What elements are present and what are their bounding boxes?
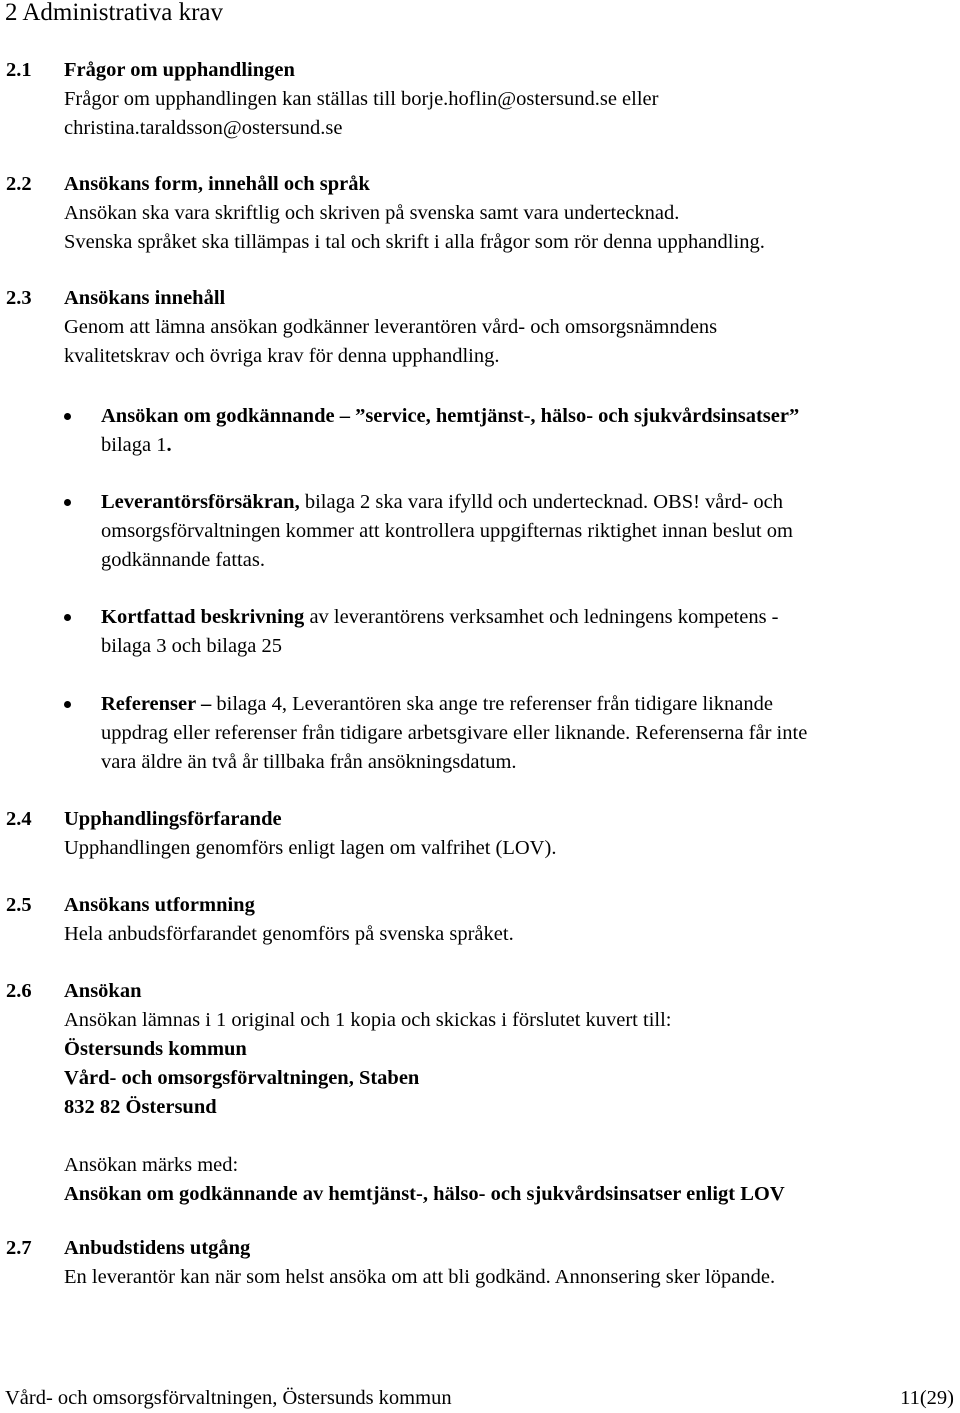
- body-text: av leverantörens verksamhet och ledningens kompetens -: [304, 606, 779, 628]
- list-item: [64, 603, 954, 661]
- body-text: bilaga 1: [101, 434, 167, 456]
- bullet-icon: [64, 614, 71, 621]
- address-line: Vård- och omsorgsförvaltningen, Staben: [64, 1067, 420, 1089]
- section-body: [64, 834, 956, 863]
- bullet-icon: [64, 499, 71, 506]
- body-line: Frågor om upphandlingen kan ställas till borje.hoflin@ostersund.se eller: [64, 88, 659, 110]
- section-2-5: [6, 891, 956, 949]
- section-body: [64, 313, 956, 371]
- footer-organization: Vård- och omsorgsförvaltningen, Östersunds kommun: [5, 1387, 452, 1409]
- section-2-1: [6, 56, 956, 143]
- address-line: Östersunds kommun: [64, 1038, 247, 1060]
- page-number: 11(29): [900, 1387, 954, 1409]
- section-heading: Ansökans innehåll: [64, 287, 226, 309]
- section-body: [64, 85, 956, 143]
- body-line: Upphandlingen genomförs enligt lagen om valfrihet (LOV).: [64, 837, 557, 859]
- list-item-text: [101, 603, 954, 661]
- section-number: 2.7: [6, 1237, 32, 1259]
- body-text: bilaga 2 ska vara ifylld och undertecknad. OBS! vård- och: [299, 491, 784, 513]
- bullet-icon: [64, 701, 71, 708]
- section-heading: Frågor om upphandlingen: [64, 59, 295, 81]
- section-heading: Ansökans form, innehåll och språk: [64, 173, 370, 195]
- list-item: [64, 402, 954, 460]
- section-heading: Ansökans utformning: [64, 894, 255, 916]
- list-item: [64, 488, 954, 575]
- body-line: Ansökan om godkännande – ”service, hemtjänst-, hälso- och sjukvårdsinsatser”: [101, 405, 800, 427]
- section-body: [64, 1006, 956, 1209]
- section-2-2: [6, 170, 956, 257]
- marking-label: Ansökan märks med:: [64, 1154, 239, 1176]
- body-line: Genom att lämna ansökan godkänner leverantören vård- och omsorgsnämndens: [64, 316, 718, 338]
- section-2-6: [6, 977, 956, 1209]
- bullet-icon: [64, 413, 71, 420]
- body-line: godkännande fattas.: [101, 549, 265, 571]
- section-number: 2.2: [6, 173, 32, 195]
- body-line: bilaga 3 och bilaga 25: [101, 635, 283, 657]
- body-line: Ansökan ska vara skriftlig och skriven på svenska samt vara undertecknad.: [64, 202, 680, 224]
- body-text-bold: .: [166, 434, 172, 456]
- body-line: vara äldre än två år tillbaka från ansökningsdatum.: [101, 751, 517, 773]
- section-number: 2.5: [6, 894, 32, 916]
- body-line: kvalitetskrav och övriga krav för denna upphandling.: [64, 345, 500, 367]
- body-text-bold: Referenser –: [101, 693, 212, 715]
- section-heading: Anbudstidens utgång: [64, 1237, 251, 1259]
- section-number: 2.6: [6, 980, 32, 1002]
- body-line: Hela anbudsförfarandet genomförs på svenska språket.: [64, 923, 514, 945]
- body-text: bilaga 4, Leverantören ska ange tre referenser från tidigare liknande: [211, 693, 774, 715]
- section-2-7: [6, 1234, 956, 1292]
- section-number: 2.1: [6, 59, 32, 81]
- section-body: [64, 199, 956, 257]
- section-body: [64, 920, 956, 949]
- section-heading: Ansökan: [64, 980, 142, 1002]
- body-line: Svenska språket ska tillämpas i tal och skrift i alla frågor som rör denna upphandling.: [64, 231, 765, 253]
- list-item-text: [101, 402, 954, 460]
- body-line: uppdrag eller referenser från tidigare arbetsgivare eller liknande. Referenserna får inte: [101, 722, 808, 744]
- body-line: omsorgsförvaltningen kommer att kontrollera uppgifternas riktighet innan beslut om: [101, 520, 793, 542]
- section-body: [64, 1263, 956, 1292]
- section-heading: Upphandlingsförfarande: [64, 808, 282, 830]
- chapter-title: 2 Administrativa krav: [5, 0, 224, 26]
- body-line: Ansökan lämnas i 1 original och 1 kopia och skickas i förslutet kuvert till:: [64, 1009, 672, 1031]
- list-item-text: [101, 690, 954, 777]
- section-number: 2.4: [6, 808, 32, 830]
- body-text-bold: Kortfattad beskrivning: [101, 606, 305, 628]
- section-2-3: [6, 284, 956, 371]
- body-line: En leverantör kan när som helst ansöka om att bli godkänd. Annonsering sker löpande.: [64, 1266, 776, 1288]
- section-number: 2.3: [6, 287, 32, 309]
- section-2-4: [6, 805, 956, 863]
- body-line: christina.taraldsson@ostersund.se: [64, 117, 343, 139]
- address-line: 832 82 Östersund: [64, 1096, 217, 1118]
- list-item-text: [101, 488, 954, 575]
- marking-text: Ansökan om godkännande av hemtjänst-, hälso- och sjukvårdsinsatser enligt LOV: [64, 1183, 785, 1205]
- list-item: [64, 690, 954, 777]
- body-text-bold: Leverantörsförsäkran,: [101, 491, 300, 513]
